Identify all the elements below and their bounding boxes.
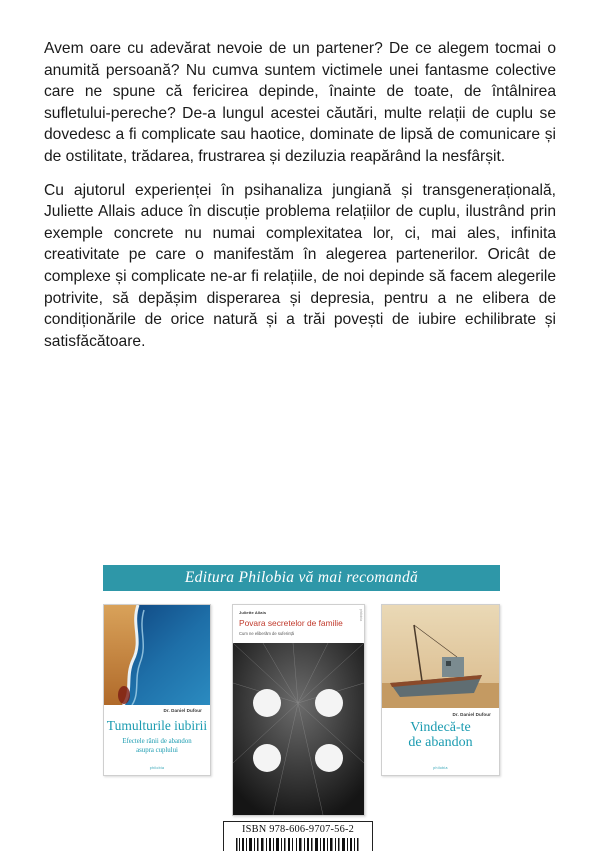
blurb-paragraph-1: Avem oare cu adevărat nevoie de un partener? De ce alegem tocmai o anumită persoană? Nu cumva suntem victimele unei fantasme colective care ne spune că fericirea depinde, înainte de toate, de întâlnirea sufletului-pereche? De-a lungul acestei căutări, multe relații de cuplu se dovedesc a fi complicate sau haotice, dominate de lipsă de comunicare și de ostilitate, trădarea, frustrarea și deziluzia reapărând la nesfârșit. bbox=[44, 40, 556, 165]
barcode-icon bbox=[236, 838, 360, 851]
book-title-line: de abandon bbox=[408, 735, 473, 750]
book-cover-art-beach bbox=[104, 605, 210, 705]
book-subtitle-line: Efectele rănii de abandon bbox=[122, 738, 192, 745]
book-cover-tumulturile-iubirii bbox=[103, 604, 211, 776]
recommendation-banner: Editura Philobia vă mai recomandă bbox=[103, 565, 500, 591]
book-title-line: Vindecă-te bbox=[410, 720, 471, 735]
book-cover-art-circles bbox=[233, 643, 364, 815]
book-author: Dr. Daniel Dufour bbox=[452, 712, 491, 717]
book-author: Dr. Daniel Dufour bbox=[163, 708, 202, 713]
book-cover-art-boat bbox=[382, 605, 499, 708]
publisher-imprint: philobia bbox=[433, 766, 448, 770]
book-cover-povara-secretelor bbox=[232, 604, 365, 816]
book-title: Povara secretelor de familie bbox=[239, 618, 343, 628]
isbn-barcode-box bbox=[223, 821, 373, 851]
book-title bbox=[382, 720, 499, 750]
book-subtitle-line: asupra cuplului bbox=[136, 746, 178, 754]
back-cover-blurb bbox=[44, 38, 556, 364]
blurb-paragraph-2: Cu ajutorul experienței în psihanaliza jungiană și transgenerațională, Juliette Allais aduce în discuție problema relațiilor de cuplu, ilustrând prin exemple concrete nu numai complexitatea lor, ci, mai ales, infinita creativitate pe care o manifestăm în alegerea partenerilor. Oricât de complexe și complicate ne-ar fi relațiile, de noi depinde să facem alegerile potrivite, să depășim disperarea și depresia, pentru a ne elibera de condiționările de orice natură și a trăi povești de iubire echilibrate și satisfăcătoare. bbox=[44, 181, 556, 350]
book-cover-vindeca-te bbox=[381, 604, 500, 776]
book-author: Juliette Allais bbox=[239, 610, 267, 615]
book-subtitle bbox=[104, 738, 210, 755]
isbn-number: ISBN 978-606-9707-56-2 bbox=[241, 824, 355, 835]
publisher-imprint: philobia bbox=[359, 609, 363, 622]
book-title: Tumulturile iubirii bbox=[106, 718, 208, 733]
book-subtitle: Cum ne eliberăm de suferință bbox=[239, 631, 294, 636]
publisher-imprint: philobia bbox=[149, 766, 165, 770]
